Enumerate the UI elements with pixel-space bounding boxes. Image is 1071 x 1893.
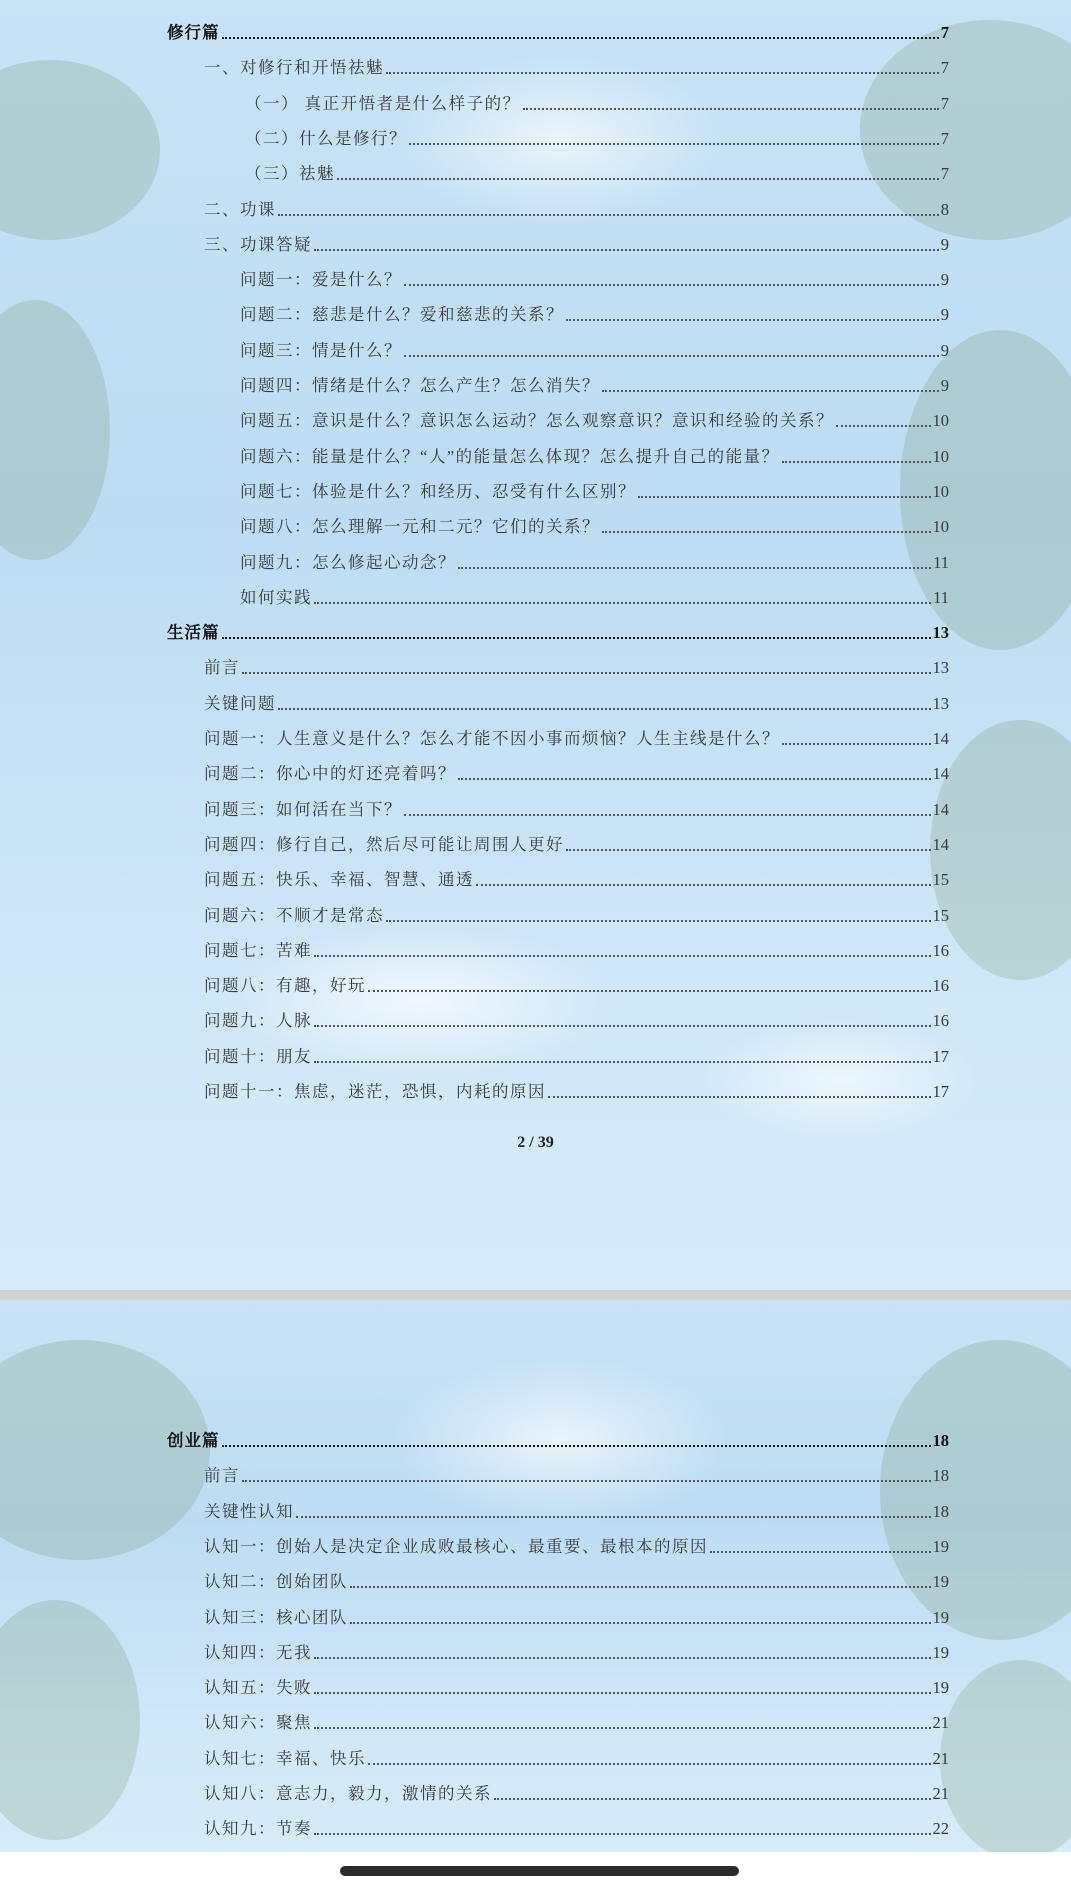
dot-leader — [602, 375, 939, 392]
toc-entry[interactable] — [204, 234, 949, 256]
toc-entry-page: 7 — [940, 58, 949, 78]
toc-entry-title: 前言 — [204, 658, 240, 678]
toc-entry-title: 问题三：情是什么？ — [240, 340, 402, 360]
toc-entry[interactable] — [204, 1571, 949, 1593]
toc-entry-page: 21 — [932, 1713, 949, 1733]
dot-leader — [242, 657, 931, 674]
toc-entry[interactable] — [204, 1818, 949, 1840]
dot-leader — [222, 22, 939, 39]
toc-entry-title: 问题一：爱是什么？ — [240, 270, 402, 290]
toc-entry-page: 13 — [932, 658, 949, 678]
toc-entry[interactable] — [204, 199, 949, 221]
toc-entry-title: 认知六：聚焦 — [204, 1713, 312, 1733]
dot-leader — [314, 587, 931, 604]
dot-leader — [782, 728, 931, 745]
toc-entry[interactable] — [204, 1046, 949, 1068]
dot-leader — [314, 1712, 931, 1729]
toc-entry-title: 问题六：不顺才是常态 — [204, 905, 384, 925]
toc-entry-title: 认知四：无我 — [204, 1642, 312, 1662]
toc-section-entry[interactable] — [167, 1430, 949, 1452]
toc-entry-page: 10 — [932, 446, 949, 466]
toc-entry[interactable] — [204, 905, 949, 927]
toc-entry-title: 三、功课答疑 — [204, 234, 312, 254]
toc-entry[interactable] — [204, 1783, 949, 1805]
toc-entry-page: 15 — [932, 870, 949, 890]
toc-entry[interactable] — [204, 834, 949, 856]
toc-entry[interactable] — [204, 975, 949, 997]
toc-entry-page: 18 — [932, 1501, 949, 1521]
toc-entry[interactable] — [240, 269, 949, 291]
toc-entry-title: 问题九：怎么修起心动念？ — [240, 552, 456, 572]
dot-leader — [548, 1081, 931, 1098]
toc-entry[interactable] — [204, 1677, 949, 1699]
toc-entry-title: 认知三：核心团队 — [204, 1607, 348, 1627]
toc-entry[interactable] — [204, 940, 949, 962]
dot-leader — [458, 552, 931, 569]
dot-leader — [242, 1465, 931, 1482]
dot-leader — [314, 234, 939, 251]
dot-leader — [566, 304, 939, 321]
dot-leader — [314, 1642, 931, 1659]
toc-entry-title: 修行篇 — [167, 23, 220, 42]
toc-entry-page: 9 — [940, 376, 949, 395]
toc-entry-title: 问题五：意识是什么？意识怎么运动？怎么观察意识？意识和经验的关系？ — [240, 411, 834, 431]
toc-entry[interactable] — [204, 1010, 949, 1032]
toc-entry[interactable] — [240, 587, 949, 609]
toc-entry-page: 14 — [932, 799, 949, 819]
toc-entry-page: 15 — [932, 905, 949, 925]
dot-leader — [458, 763, 931, 780]
toc-entry-page: 13 — [932, 693, 949, 713]
toc-entry[interactable] — [204, 728, 949, 750]
toc-entry-page: 16 — [932, 1011, 949, 1031]
dot-leader — [404, 340, 939, 357]
toc-entry[interactable] — [204, 1607, 949, 1629]
toc-entry-title: 认知九：节奏 — [204, 1819, 312, 1839]
toc-entry-page: 21 — [932, 1748, 949, 1768]
dot-leader — [222, 1430, 931, 1447]
dot-leader — [638, 481, 931, 498]
toc-entry[interactable] — [204, 799, 949, 821]
toc-entry[interactable] — [204, 1748, 949, 1770]
toc-entry-page: 14 — [932, 764, 949, 784]
toc-entry-title: 前言 — [204, 1466, 240, 1486]
toc-entry[interactable] — [240, 304, 949, 326]
toc-entry-title: 问题八：怎么理解一元和二元？它们的关系？ — [240, 517, 600, 537]
dot-leader — [836, 410, 931, 427]
toc-entry-title: 认知七：幸福、快乐 — [204, 1748, 366, 1768]
toc-entry-title: 问题三：如何活在当下？ — [204, 799, 402, 819]
dot-leader — [278, 693, 931, 710]
toc-entry-page: 10 — [932, 411, 949, 431]
toc-entry[interactable] — [204, 869, 949, 891]
dot-leader — [314, 1677, 931, 1694]
toc-entry-page: 19 — [932, 1642, 949, 1662]
toc-entry[interactable] — [240, 340, 949, 362]
toc-entry-title: 创业篇 — [167, 1431, 220, 1450]
toc-entry-page: 19 — [932, 1572, 949, 1592]
toc-entry[interactable] — [240, 516, 949, 538]
toc-entry-page: 18 — [932, 1466, 949, 1486]
document-page-3 — [0, 1300, 1071, 1852]
toc-entry[interactable] — [240, 410, 949, 432]
toc-entry-page: 19 — [932, 1607, 949, 1627]
dot-leader — [314, 1818, 931, 1835]
toc-entry-page: 14 — [932, 729, 949, 748]
toc-entry-page: 17 — [932, 1046, 949, 1066]
dot-leader — [404, 799, 931, 816]
toc-entry-title: 问题七：苦难 — [204, 940, 312, 960]
toc-entry-page: 22 — [932, 1819, 949, 1839]
toc-entry-title: 问题九：人脉 — [204, 1011, 312, 1031]
toc-entry[interactable] — [240, 552, 949, 574]
dot-leader — [602, 516, 931, 533]
toc-entry[interactable] — [240, 375, 949, 397]
dot-leader — [494, 1783, 931, 1800]
toc-entry-title: 问题四：情绪是什么？怎么产生？怎么消失？ — [240, 376, 600, 395]
toc-entry[interactable] — [240, 446, 949, 468]
dot-leader — [476, 869, 931, 886]
toc-entry-page: 7 — [940, 93, 949, 113]
toc-entry-page: 14 — [932, 834, 949, 854]
dot-leader — [368, 975, 931, 992]
toc-entry[interactable] — [245, 128, 949, 150]
page-number: 2 / 39 — [517, 1134, 554, 1151]
toc-entry-title: 如何实践 — [240, 587, 312, 607]
toc-entry-title: 认知二：创始团队 — [204, 1572, 348, 1592]
dot-leader — [386, 57, 939, 74]
toc-entry-title: 问题一：人生意义是什么？怎么才能不因小事而烦恼？人生主线是什么？ — [204, 729, 780, 748]
dot-leader — [222, 622, 931, 639]
toc-entry[interactable] — [204, 1712, 949, 1734]
toc-entry-page: 9 — [940, 270, 949, 290]
toc-entry[interactable] — [204, 1501, 949, 1523]
toc-entry-page: 7 — [940, 128, 949, 148]
dot-leader — [782, 446, 931, 463]
toc-entry[interactable] — [204, 693, 949, 715]
toc-entry[interactable] — [204, 57, 949, 79]
dot-leader — [523, 93, 939, 110]
toc-entry-page: 10 — [932, 481, 949, 501]
toc-entry[interactable] — [245, 93, 949, 115]
toc-entry-page: 11 — [933, 587, 949, 607]
toc-entry-title: 关键问题 — [204, 693, 276, 713]
toc-entry-page: 8 — [940, 199, 949, 219]
toc-entry-title: 认知五：失败 — [204, 1678, 312, 1698]
dot-leader — [314, 940, 931, 957]
toc-entry-title: 问题五：快乐、幸福、智慧、通透 — [204, 870, 474, 890]
toc-entry[interactable] — [240, 481, 949, 503]
toc-entry-page: 18 — [932, 1431, 949, 1450]
toc-entry-page: 7 — [940, 23, 949, 42]
toc-entry-page: 7 — [940, 164, 949, 184]
dot-leader — [314, 1010, 931, 1027]
toc-entry-title: （二）什么是修行？ — [245, 128, 407, 148]
toc-entry-title: 生活篇 — [167, 623, 220, 643]
toc-entry-title: 问题十：朋友 — [204, 1046, 312, 1066]
home-indicator[interactable] — [340, 1866, 739, 1876]
toc-entry-title: 问题四：修行自己，然后尽可能让周围人更好 — [204, 834, 564, 854]
page-separator — [0, 1290, 1071, 1300]
toc-entry-page: 16 — [932, 940, 949, 960]
toc-entry-page: 9 — [940, 234, 949, 254]
toc-entry-title: （三）祛魅 — [245, 164, 335, 184]
toc-entry-title: 一、对修行和开悟祛魅 — [204, 58, 384, 78]
toc-entry-page: 9 — [940, 305, 949, 325]
toc-entry-title: 认知八：意志力，毅力，激情的关系 — [204, 1784, 492, 1803]
toc-entry[interactable] — [204, 1465, 949, 1487]
toc-section-entry[interactable] — [167, 622, 949, 644]
toc-entry-title: 问题十一：焦虑，迷茫，恐惧，内耗的原因 — [204, 1082, 546, 1101]
toc-entry[interactable] — [204, 1642, 949, 1664]
toc-entry[interactable] — [204, 1536, 949, 1558]
toc-entry-page: 9 — [940, 340, 949, 360]
toc-entry-page: 10 — [932, 517, 949, 537]
toc-section-entry[interactable] — [167, 22, 949, 44]
dot-leader — [409, 128, 939, 145]
toc-entry-page: 19 — [932, 1536, 949, 1556]
toc-entry[interactable] — [204, 763, 949, 785]
dot-leader — [386, 905, 931, 922]
toc-entry-title: （一） 真正开悟者是什么样子的？ — [245, 93, 521, 113]
dot-leader — [278, 199, 939, 216]
toc-entry-page: 16 — [932, 976, 949, 996]
toc-entry-title: 问题六：能量是什么？“人”的能量怎么体现？怎么提升自己的能量？ — [240, 446, 780, 466]
table-of-contents — [0, 1300, 1071, 1852]
toc-entry-page: 11 — [933, 552, 949, 572]
dot-leader — [314, 1046, 931, 1063]
dot-leader — [710, 1536, 931, 1553]
toc-entry[interactable] — [245, 163, 949, 185]
dot-leader — [296, 1501, 931, 1518]
toc-entry-title: 认知一：创始人是决定企业成败最核心、最重要、最根本的原因 — [204, 1536, 708, 1556]
dot-leader — [337, 163, 939, 180]
toc-entry-page: 13 — [932, 623, 949, 643]
dot-leader — [566, 834, 931, 851]
toc-entry-title: 问题二：你心中的灯还亮着吗？ — [204, 764, 456, 784]
toc-entry-page: 19 — [932, 1678, 949, 1698]
toc-entry-title: 关键性认知 — [204, 1501, 294, 1521]
toc-entry-title: 二、功课 — [204, 199, 276, 219]
toc-entry-title: 问题八：有趣，好玩 — [204, 976, 366, 996]
dot-leader — [350, 1607, 931, 1624]
dot-leader — [368, 1748, 931, 1765]
toc-entry-page: 17 — [932, 1082, 949, 1101]
toc-entry-title: 问题七：体验是什么？和经历、忍受有什么区别？ — [240, 481, 636, 501]
toc-entry[interactable] — [204, 1081, 949, 1103]
toc-entry-title: 问题二：慈悲是什么？爱和慈悲的关系？ — [240, 305, 564, 325]
dot-leader — [404, 269, 939, 286]
toc-entry-page: 21 — [932, 1784, 949, 1803]
toc-entry[interactable] — [204, 657, 949, 679]
dot-leader — [350, 1571, 931, 1588]
